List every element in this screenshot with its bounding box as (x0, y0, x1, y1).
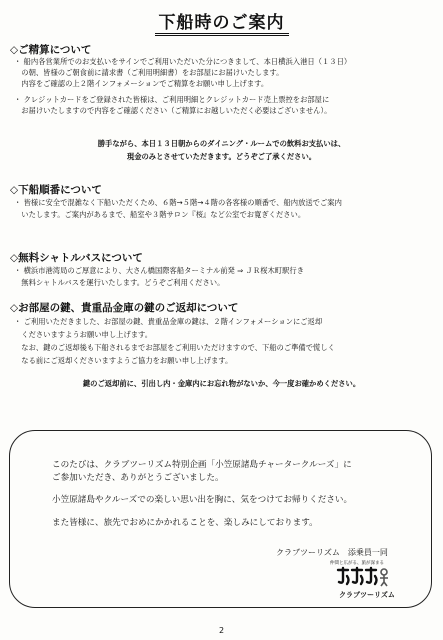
section-heading-key-return: ◇お部屋の鍵、貴重品金庫の鍵のご返却について (10, 302, 239, 314)
payment-notice-2: 現金のみとさせていただきます。どうぞご了承ください。 (126, 152, 317, 161)
disembark-line-2: いたします。ご案内があるまで、船室や３階サロン『桜』など公室でお寛ぎください。 (14, 210, 306, 219)
section-heading-payment: ◇ご精算について (10, 44, 92, 56)
shuttle-line-2: 無料シャトルバスを運行いたします。どうぞご利用ください。 (14, 278, 225, 287)
signature: クラブツーリズム 添乗員一同 (276, 548, 388, 557)
payment-line-5: お届けいたしますので内容をご確認ください（ご精算にお越しいただく必要はございません）。 (14, 106, 332, 115)
message-line-4: また皆様に、旅先でおめにかかれることを、楽しみにしております。 (52, 518, 318, 528)
section-heading-shuttle-bus: ◇無料シャトルバスについて (10, 252, 143, 264)
message-line-3: 小笠原諸島やクルーズでの楽しい思い出を胸に、気をつけてお帰りください。 (52, 495, 353, 505)
key-line-1: ・ ご利用いただきました、お部屋の鍵、貴重品金庫の鍵は、２階インフォメーションにご返却 (14, 317, 323, 326)
key-line-3: なお、鍵のご返却後も下船されるまでお部屋をご利用いただけますので、下船のご準備で慌しく (14, 343, 335, 352)
club-tourism-logo-icon (334, 564, 394, 588)
section-heading-disembark-order: ◇下船順番について (10, 184, 102, 196)
payment-line-1: ・ 船内各営業所でのお支払いをサインでご利用いただいた分につきまして、本日横浜入港日（１３日） (14, 57, 352, 66)
key-notice: 鍵のご返却前に、引出し内・金庫内にお忘れ物がないか、今一度お確かめください。 (82, 379, 361, 388)
key-line-4: なる前にご返却くださいますようご協力をお願い申し上げます。 (14, 356, 233, 365)
disembark-line-1: ・ 皆様に安全で混雑なく下船いただくため、６階→５階→４階の各客様の順番で、船内放送でご案内 (14, 198, 342, 207)
shuttle-line-1: ・ 横浜市港湾局のご厚意により、大さん橋国際客船ターミナル前発 ⇒ ＪＲ桜木町駅行き (14, 266, 304, 275)
payment-line-3: 内容をご確認の上２階インフォメーションでご精算をお願い申し上げます。 (14, 79, 269, 88)
page-number: 2 (218, 626, 225, 635)
message-line-1: このたびは、クラブツーリズム特別企画「小笠原諸島チャータークルーズ」に (52, 460, 352, 470)
key-line-2: くださいますようお願い申し上げます。 (14, 330, 153, 339)
logo-name: クラブツーリズム (339, 591, 395, 599)
payment-line-4: ・ クレジットカードをご登録された皆様は、ご利用明細とクレジットカード売上票控をお部屋に (14, 95, 330, 104)
page-title: 下船時のご案内 (0, 8, 443, 33)
logo-tagline: 仲間と広がる、旅が深まる (330, 561, 384, 566)
payment-line-2: の朝、皆様のご朝食前に請求書（ご利用明細書）をお部屋にお届けいたします。 (14, 68, 284, 77)
message-line-2: ご参加いただき、ありがとうございました。 (52, 473, 224, 483)
payment-notice-1: 勝手ながら、本日１３日朝からのダイニング・ルームでの飲料お支払いは、 (97, 139, 346, 148)
